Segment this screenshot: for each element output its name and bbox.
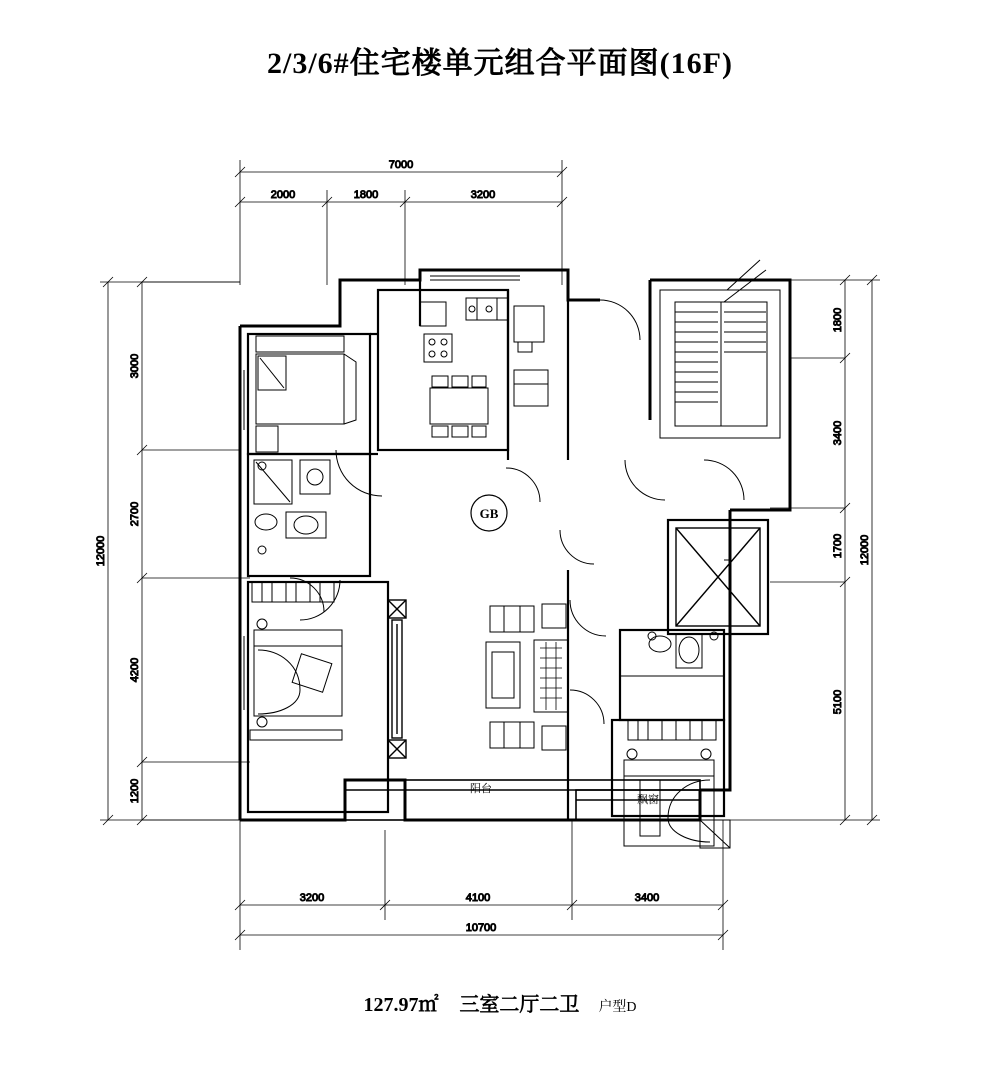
furniture-bed-master: [256, 336, 356, 452]
dim-bottom-seg-1: 3200: [299, 892, 325, 904]
dim-right-seg-1: 1800: [832, 307, 844, 333]
dim-top-seg-3: 3200: [470, 189, 496, 201]
furniture-kitchen: [420, 298, 548, 437]
footer-type: 户型D: [598, 1000, 637, 1015]
dim-bottom-total: 10700: [465, 922, 497, 934]
dim-left-seg-1: 3000: [129, 353, 141, 379]
dim-right-seg-2: 3400: [832, 420, 844, 446]
top-dimension-chain: [235, 160, 567, 285]
furniture-living-room: [486, 604, 568, 750]
furniture-bed-bedroom-2: [250, 619, 342, 740]
dim-left-seg-3: 4200: [129, 657, 141, 683]
bay-window-label: 飘窗: [637, 794, 659, 806]
sliding-door-left: [388, 600, 406, 758]
right-dimension-chain: [730, 275, 880, 825]
plan-footer: [0, 988, 1000, 1017]
dim-top-total: 7000: [388, 159, 414, 171]
stair-core: [660, 260, 780, 438]
dim-right-seg-3: 1700: [832, 533, 844, 559]
dim-bottom-seg-2: 4100: [465, 892, 491, 904]
furniture-wardrobe-right: [628, 720, 716, 740]
dim-left-seg-2: 2700: [129, 501, 141, 527]
elevator: [668, 520, 768, 634]
window-marks: [244, 276, 730, 710]
plan-svg: [0, 130, 1000, 980]
footer-area: 127.97㎡: [363, 994, 439, 1016]
interior-walls: [248, 280, 724, 820]
balcony-label: 阳台: [470, 783, 492, 795]
dim-top-seg-1: 2000: [270, 189, 296, 201]
dim-left-seg-4: 1200: [129, 778, 141, 804]
left-dimension-chain: [100, 277, 250, 825]
footer-layout: 三室二厅二卫: [459, 994, 580, 1016]
floor-plan-drawing: [0, 130, 1000, 980]
dim-right-total: 12000: [859, 534, 871, 566]
dim-right-seg-4: 5100: [832, 689, 844, 715]
dim-bottom-seg-3: 3400: [634, 892, 660, 904]
gb-label: GB: [479, 506, 499, 521]
dim-left-total: 12000: [95, 535, 107, 567]
dim-top-seg-2: 1800: [353, 189, 379, 201]
furniture-bathroom-2: [620, 632, 724, 676]
page-title: 2/3/6#住宅楼单元组合平面图(16F): [267, 47, 733, 80]
furniture-bathroom-1: [254, 460, 330, 554]
